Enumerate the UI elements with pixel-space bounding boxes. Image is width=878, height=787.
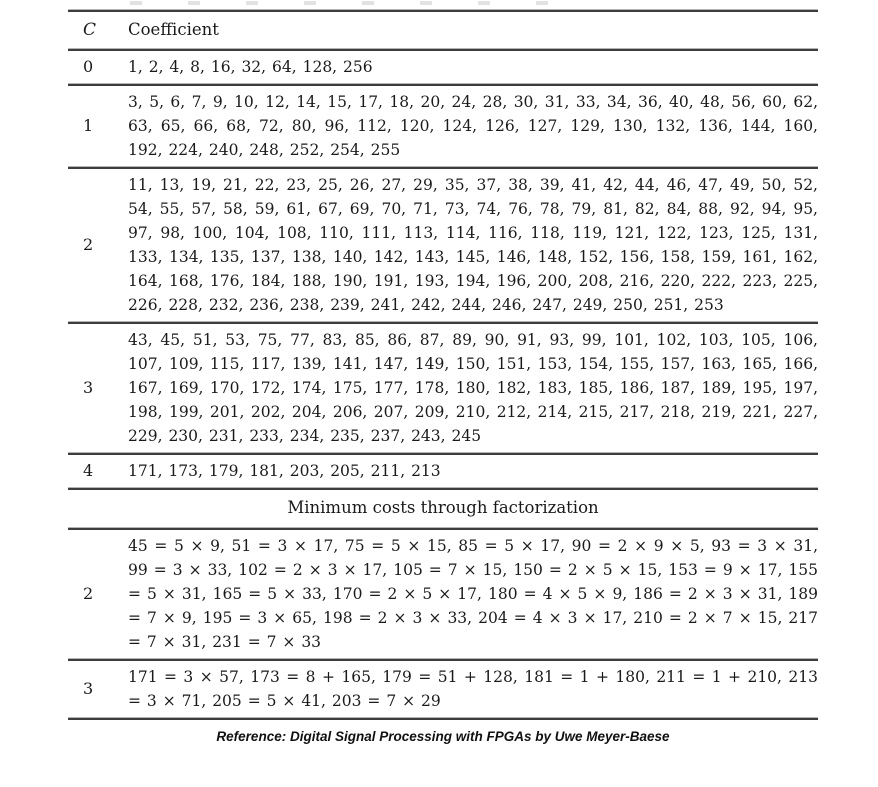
cost-value: 4 bbox=[83, 461, 94, 480]
coefficient-list: 171, 173, 179, 181, 203, 205, 211, 213 bbox=[128, 462, 441, 480]
cost-value: 3 bbox=[83, 679, 94, 698]
table-row-factorization-2 bbox=[68, 530, 818, 658]
header-c-label: C bbox=[83, 20, 97, 40]
cost-value: 3 bbox=[83, 378, 94, 397]
table-rule-bottom bbox=[68, 717, 818, 720]
table-row-cost-4 bbox=[68, 455, 818, 487]
table-row-cost-3 bbox=[68, 324, 818, 452]
coefficient-list: 11, 13, 19, 21, 22, 23, 25, 26, 27, 29, 35, 37, 38, 39, 41, 42, 44, 46, 47, 49, 50, 52, 54, 55, 57, 58, 59, 61, 67, 69, 70, 71, 73, 74, 76, 78, 79, 81, 82, 84, 88, 92, 94, 95, 97, 98, 100, 104, 108, 110, 111, 113, 114, 116, 118, 119, 121, 122, 123, 125, 131, 133, 134, 135, 137, 138, 140, 142, 143, 145, 146, 148, 152, 156, 158, 159, 161, 162, 164, 168, 176, 184, 188, 190, 191, 193, 194, 196, 200, 208, 216, 220, 222, 223, 225, 226, 228, 232, 236, 238, 239, 241, 242, 244, 246, 247, 249, 250, 251, 253 bbox=[128, 176, 818, 314]
cost-value: 0 bbox=[83, 57, 94, 76]
coefficient-list: 1, 2, 4, 8, 16, 32, 64, 128, 256 bbox=[128, 58, 373, 76]
cropped-text-remnant bbox=[130, 1, 560, 5]
factorization-list: 45 = 5 × 9, 51 = 3 × 17, 75 = 5 × 15, 85 = 5 × 17, 90 = 2 × 9 × 5, 93 = 3 × 31, 99 = 3 × 33, 102 = 2 × 3 × 17, 105 = 7 × 15, 150 = 2 × 5 × 15, 153 = 9 × 17, 155 = 5 × 31, 165 = 5 × 33, 170 = 2 × 5 × 17, 180 = 4 × 5 × 9, 186 = 2 × 3 × 31, 189 = 7 × 9, 195 = 3 × 65, 198 = 2 × 3 × 33, 204 = 4 × 3 × 17, 210 = 2 × 7 × 15, 217 = 7 × 31, 231 = 7 × 33 bbox=[128, 537, 818, 651]
cost-value: 2 bbox=[83, 235, 94, 254]
table-header-row bbox=[68, 12, 818, 48]
coefficient-cost-table bbox=[68, 9, 818, 720]
table-row-cost-0 bbox=[68, 51, 818, 83]
cost-value: 1 bbox=[83, 116, 94, 135]
table-row-cost-1 bbox=[68, 86, 818, 166]
cost-value: 2 bbox=[83, 584, 94, 603]
coefficient-list: 43, 45, 51, 53, 75, 77, 83, 85, 86, 87, 89, 90, 91, 93, 99, 101, 102, 103, 105, 106, 107, 109, 115, 117, 139, 141, 147, 149, 150, 151, 153, 154, 155, 157, 163, 165, 166, 167, 169, 170, 172, 174, 175, 177, 178, 180, 182, 183, 185, 186, 187, 189, 195, 197, 198, 199, 201, 202, 204, 206, 207, 209, 210, 212, 214, 215, 217, 218, 219, 221, 227, 229, 230, 231, 233, 234, 235, 237, 243, 245 bbox=[128, 331, 818, 445]
coefficient-list: 3, 5, 6, 7, 9, 10, 12, 14, 15, 17, 18, 20, 24, 28, 30, 31, 33, 34, 36, 40, 48, 56, 60, 62, 63, 65, 66, 68, 72, 80, 96, 112, 120, 124, 126, 127, 129, 130, 132, 136, 144, 160, 192, 224, 240, 248, 252, 254, 255 bbox=[128, 93, 818, 159]
table-row-factorization-3 bbox=[68, 661, 818, 717]
header-coefficient-label: Coefficient bbox=[128, 20, 219, 39]
reference-caption: Reference: Digital Signal Processing with FPGAs by Uwe Meyer-Baese bbox=[216, 729, 670, 744]
section-title: Minimum costs through factorization bbox=[287, 498, 599, 517]
table-row-cost-2 bbox=[68, 169, 818, 321]
factorization-list: 171 = 3 × 57, 173 = 8 + 165, 179 = 51 + 128, 181 = 1 + 180, 211 = 1 + 210, 213 = 3 × 71, 205 = 5 × 41, 203 = 7 × 29 bbox=[128, 668, 818, 710]
